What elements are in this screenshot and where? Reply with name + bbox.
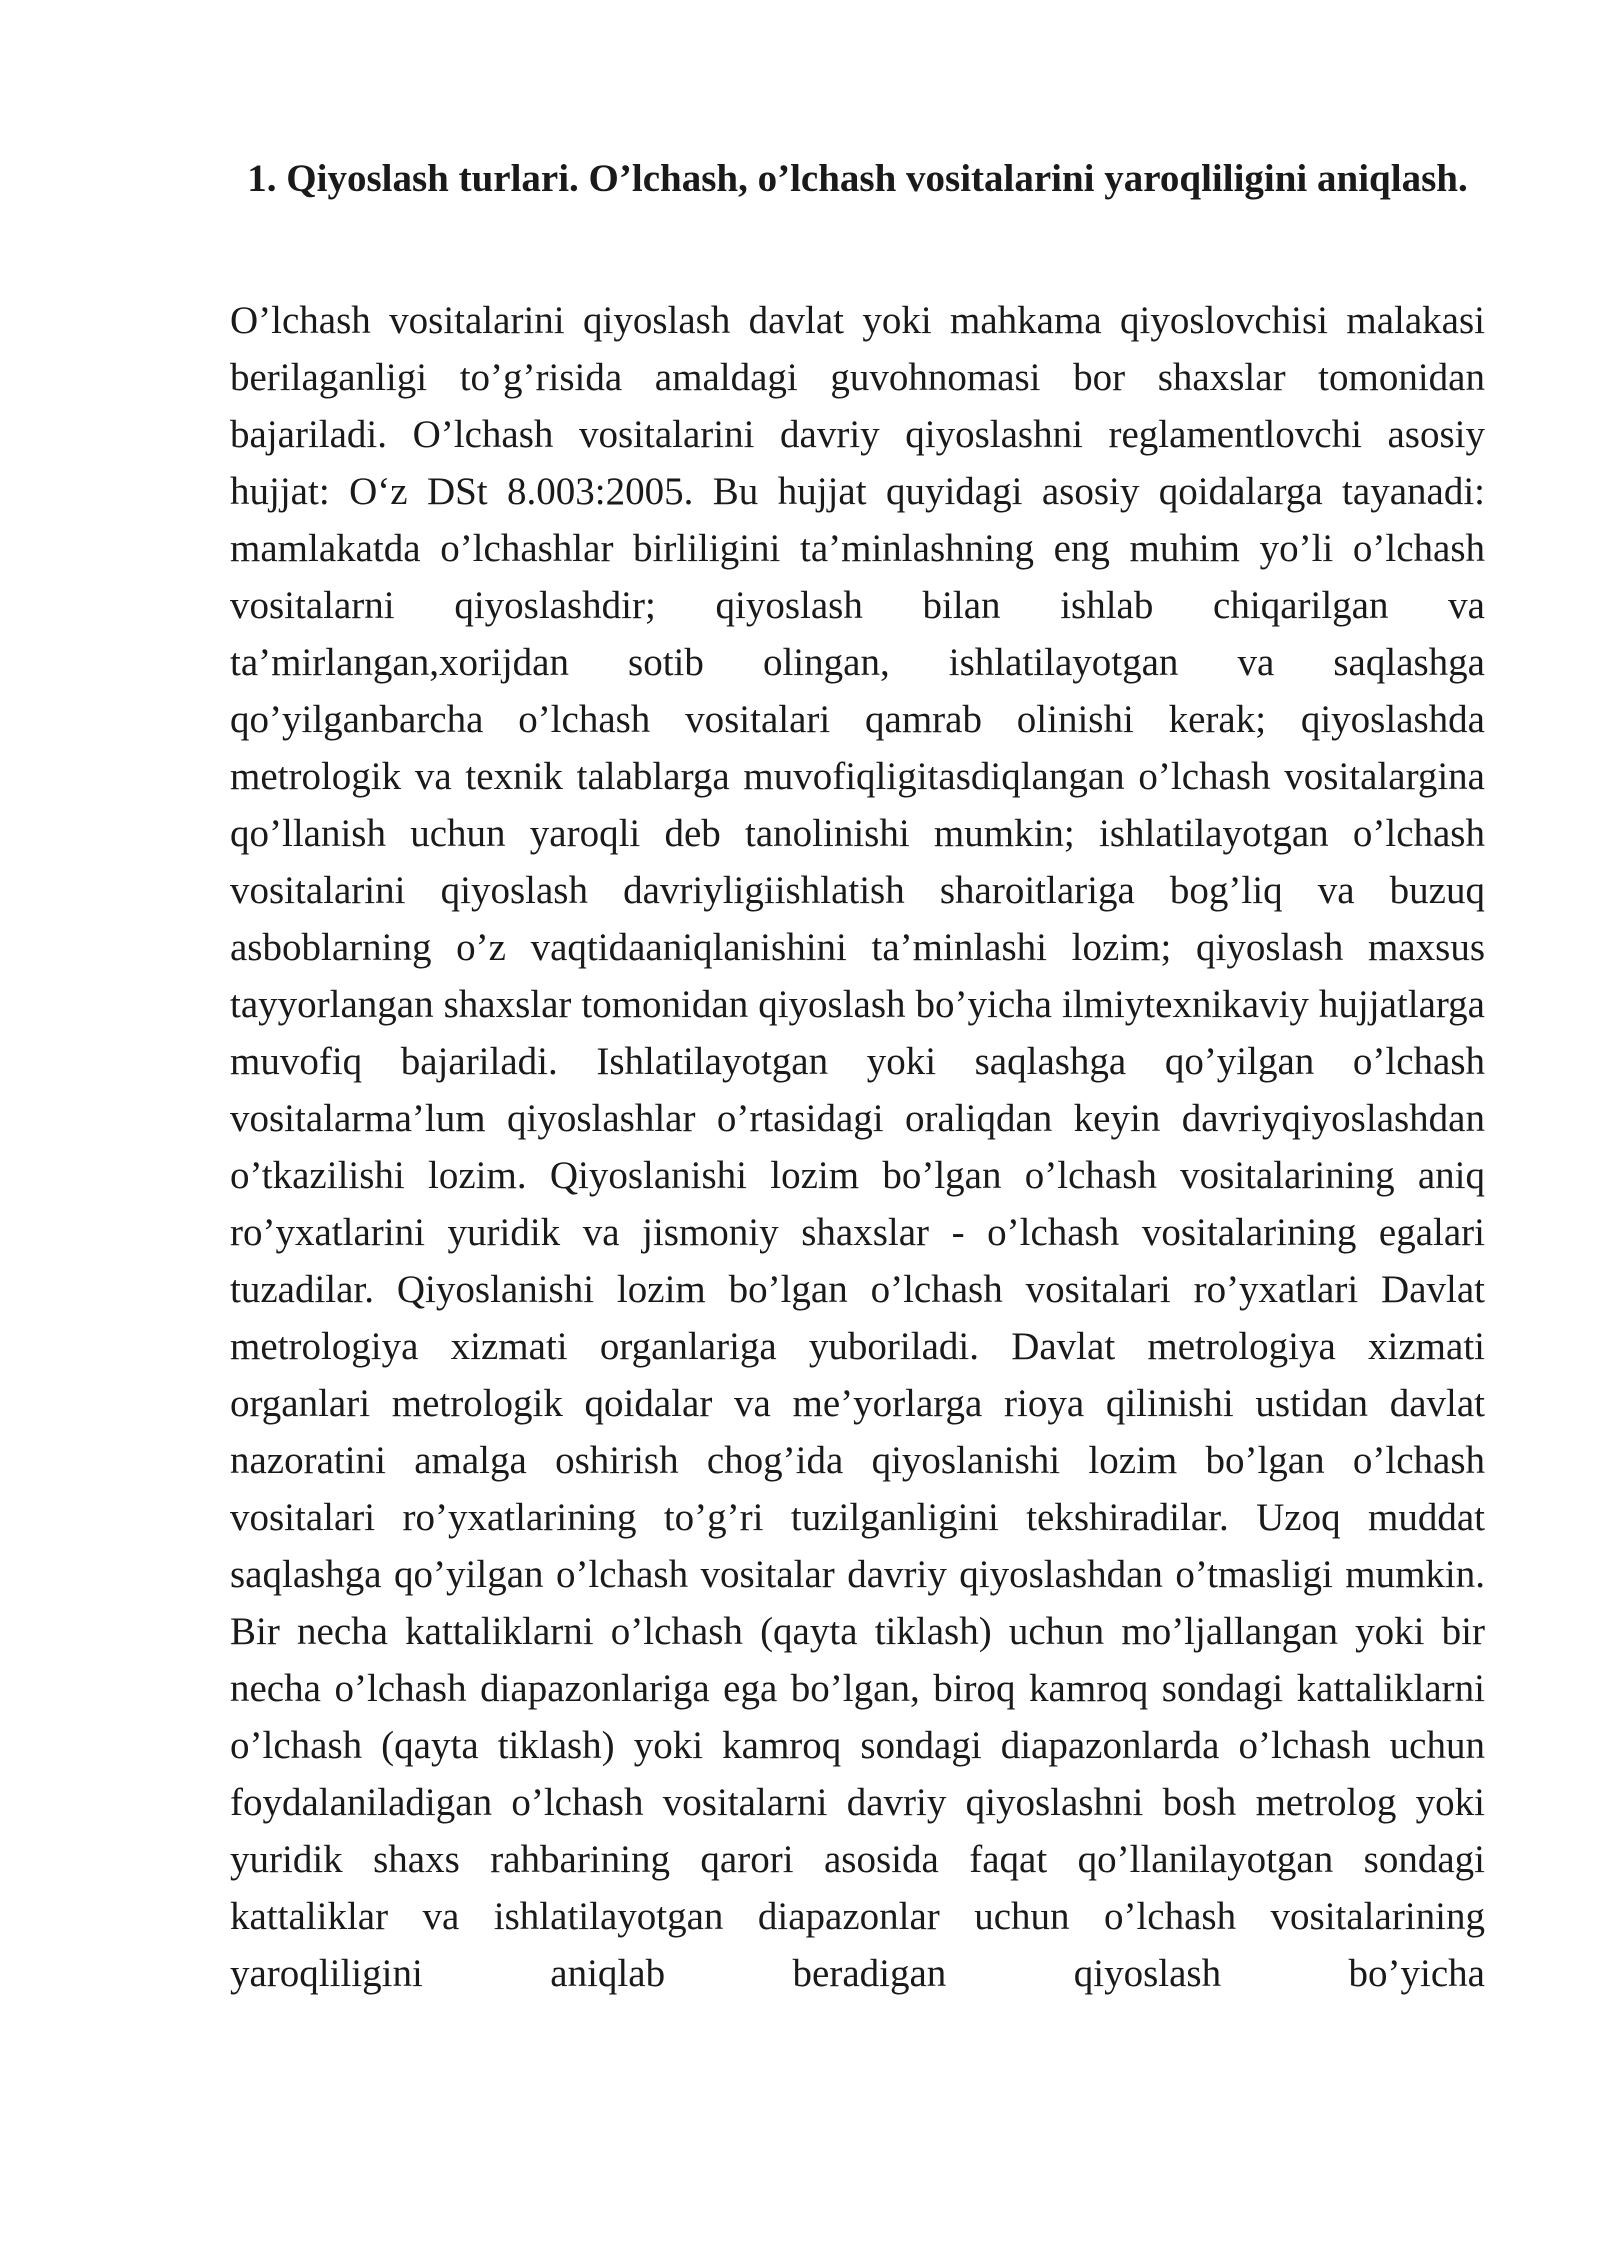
section-heading: 1. Qiyoslash turlari. O’lchash, o’lchash vositalarini yaroqliligini aniqlash. [247,157,1468,200]
body-paragraph: O’lchash vositalarini qiyoslash davlat yoki mahkama qiyoslovchisi malakasi berilaganligi to’g’risida amaldagi guvohnomasi bor shaxslar tomonidan bajariladi. O’lchash vositalarini davriy qiyoslashni reglamentlovchi asosiy hujjat: O‘z DSt 8.003:2005. Bu hujjat quyidagi asosiy qoidalarga tayanadi: mamlakatda o’lchashlar birliligini ta’minlashning eng muhim yo’li o’lchash vositalarni qiyoslashdir; qiyoslash bilan ishlab chiqarilgan va ta’mirlangan,xorijdan sotib olingan, ishlatilayotgan va saqlashga qo’yilganbarcha o’lchash vositalari qamrab olinishi kerak; qiyoslashda metrologik va texnik talablarga muvofiqligitasdiqlangan o’lchash vositalargina qo’llanish uchun yaroqli deb tanolinishi mumkin; ishlatilayotgan o’lchash vositalarini qiyoslash davriyligiishlatish sharoitlariga bog’liq va buzuq asboblarning o’z vaqtidaaniqlanishini ta’minlashi lozim; qiyoslash maxsus tayyorlangan shaxslar tomonidan qiyoslash bo’yicha ilmiytexnikaviy hujjatlarga muvofiq bajariladi. Ishlatilayotgan yoki saqlashga qo’yilgan o’lchash vositalarma’lum qiyoslashlar o’rtasidagi oraliqdan keyin davriyqiyoslashdan o’tkazilishi lozim. Qiyoslanishi lozim bo’lgan o’lchash vositalarining aniq ro’yxatlarini yuridik va jismoniy shaxslar - o’lchash vositalarining egalari tuzadilar. Qiyoslanishi lozim bo’lgan o’lchash vositalari ro’yxatlari Davlat metrologiya xizmati organlariga yuboriladi. Davlat metrologiya xizmati organlari metrologik qoidalar va me’yorlarga rioya qilinishi ustidan davlat nazoratini amalga oshirish chog’ida qiyoslanishi lozim bo’lgan o’lchash vositalari ro’yxatlarining to’g’ri tuzilganligini tekshiradilar. Uzoq muddat saqlashga qo’yilgan o’lchash vositalar davriy qiyoslashdan o’tmasligi mumkin. Bir necha kattaliklarni o’lchash (qayta tiklash) uchun mo’ljallangan yoki bir necha o’lchash diapazonlariga ega bo’lgan, biroq kamroq sondagi kattaliklarni o’lchash (qayta tiklash) yoki kamroq sondagi diapazonlarda o’lchash uchun foydalaniladigan o’lchash vositalarni davriy qiyoslashni bosh metrolog yoki yuridik shaxs rahbarining qarori asosida faqat qo’llanilayotgan sondagi kattaliklar va ishlatilayotgan diapazonlar uchun o’lchash vositalarining yaroqliligini aniqlab beradigan qiyoslash bo’yicha [230,299,1485,1995]
